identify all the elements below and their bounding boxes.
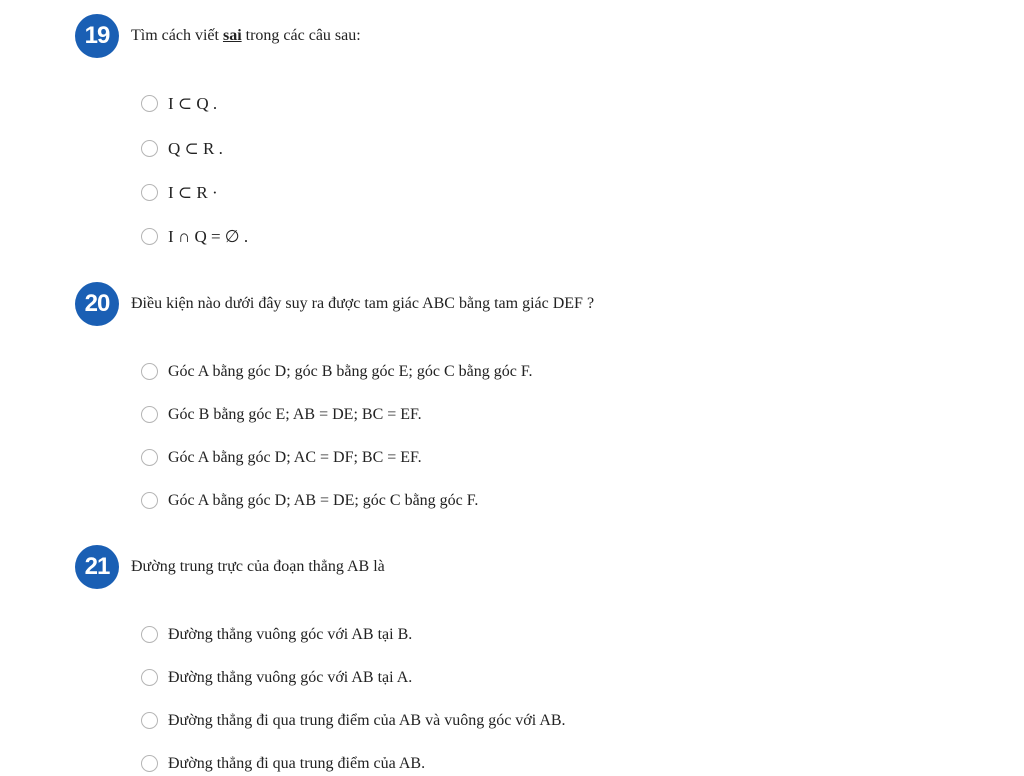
radio-button[interactable] <box>141 669 158 686</box>
question-20 <box>75 282 975 509</box>
option-label: Đường thẳng đi qua trung điểm của AB và vuông góc với AB. <box>168 712 566 729</box>
radio-button[interactable] <box>141 184 158 201</box>
question-header <box>75 545 975 589</box>
option-label: Q ⊂ R . <box>168 139 223 158</box>
option-label: Đường thẳng vuông góc với AB tại A. <box>168 669 413 686</box>
question-text: Đường trung trực của đoạn thẳng AB là <box>131 558 385 575</box>
radio-button[interactable] <box>141 449 158 466</box>
question-number-badge: 20 <box>75 282 119 326</box>
option-label: Đường thẳng vuông góc với AB tại B. <box>168 626 413 643</box>
option-label: I ⊂ Q . <box>168 94 218 113</box>
radio-button[interactable] <box>141 95 158 112</box>
option-label: Góc A bằng góc D; AB = DE; góc C bằng góc F. <box>168 492 479 509</box>
radio-button[interactable] <box>141 492 158 509</box>
question-text: Điều kiện nào dưới đây suy ra được tam giác ABC bằng tam giác DEF ? <box>131 295 595 312</box>
question-number-badge: 19 <box>75 14 119 58</box>
radio-button[interactable] <box>141 228 158 245</box>
radio-button[interactable] <box>141 755 158 772</box>
question-text <box>131 26 361 46</box>
question-text-part: trong các câu sau: <box>241 27 361 44</box>
option-label: I ∩ Q = ∅ . <box>168 227 249 246</box>
question-header <box>75 14 975 58</box>
option-label: Đường thẳng đi qua trung điểm của AB. <box>168 755 426 772</box>
question-text-emphasis: sai <box>222 27 242 44</box>
option-label: Góc A bằng góc D; AC = DF; BC = EF. <box>168 449 422 466</box>
question-header <box>75 282 975 326</box>
radio-button[interactable] <box>141 406 158 423</box>
radio-button[interactable] <box>141 626 158 643</box>
radio-button[interactable] <box>141 363 158 380</box>
question-text-part: Tìm cách viết <box>131 27 223 44</box>
option-label: I ⊂ R · <box>168 183 218 202</box>
question-21 <box>75 545 975 772</box>
option-label: Góc A bằng góc D; góc B bằng góc E; góc C bằng góc F. <box>168 363 533 380</box>
option-label: Góc B bằng góc E; AB = DE; BC = EF. <box>168 406 422 423</box>
question-19 <box>75 14 975 246</box>
radio-button[interactable] <box>141 712 158 729</box>
question-number-badge: 21 <box>75 545 119 589</box>
radio-button[interactable] <box>141 140 158 157</box>
